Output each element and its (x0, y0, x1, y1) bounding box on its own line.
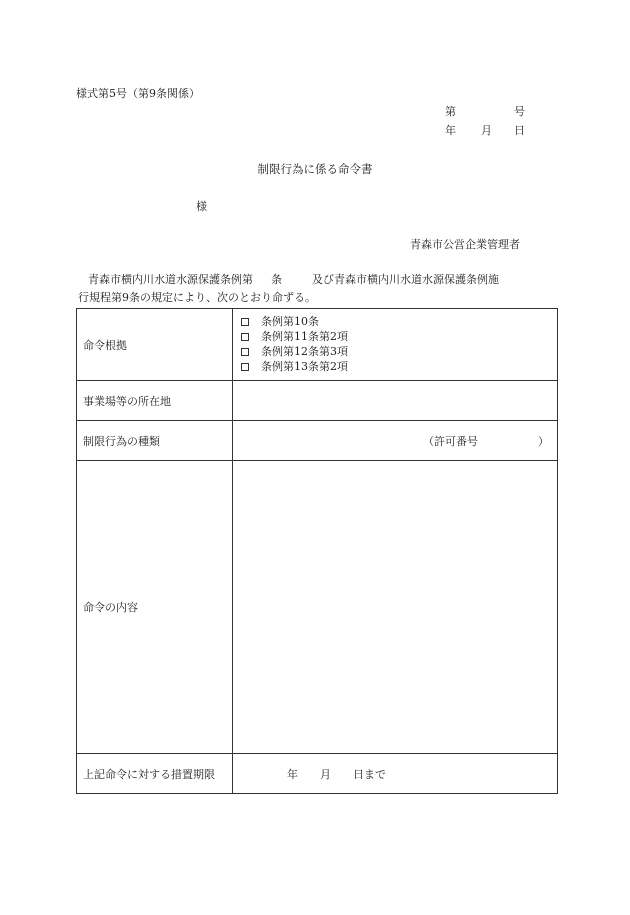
order-form-table (76, 308, 558, 794)
order-basis-label: 命令根拠 (77, 309, 233, 381)
business-location-label: 事業場等の所在地 (77, 381, 233, 421)
checkbox-icon[interactable] (241, 318, 249, 326)
deadline-year: 年 (287, 767, 298, 781)
table-row (77, 381, 558, 421)
form-number-label: 様式第5号（第9条関係） (76, 87, 200, 100)
deadline-day: 日まで (353, 767, 386, 781)
order-basis-options (233, 309, 558, 381)
recipient-honorific: 様 (196, 200, 207, 213)
deadline-label: 上記命令に対する措置期限 (77, 754, 233, 794)
checkbox-icon[interactable] (241, 333, 249, 341)
table-row (77, 754, 558, 794)
business-location-field[interactable] (233, 381, 558, 421)
statement-part-2: 条 (271, 273, 282, 286)
table-row (77, 421, 558, 461)
date-month-label: 月 (481, 124, 492, 137)
option-article-10[interactable]: 条例第10条 (239, 315, 551, 329)
checkbox-icon[interactable] (241, 348, 249, 356)
statement-part-4: 行規程第9条の規定により、次のとおり命ずる。 (78, 291, 316, 304)
permit-number-close: ） (538, 434, 549, 448)
statement-part-1: 青森市横内川水道水源保護条例第 (88, 273, 253, 286)
permit-number-label: （許可番号 (423, 434, 478, 448)
checkbox-icon[interactable] (241, 363, 249, 371)
option-article-13-2[interactable]: 条例第13条第2項 (239, 360, 551, 374)
date-day-label: 日 (514, 124, 525, 137)
order-content-label: 命令の内容 (77, 461, 233, 754)
issuer-name: 青森市公営企業管理者 (410, 238, 520, 251)
document-number-prefix: 第 (445, 105, 456, 118)
document-title: 制限行為に係る命令書 (257, 162, 373, 176)
deadline-month: 月 (320, 767, 331, 781)
restricted-activity-label: 制限行為の種類 (77, 421, 233, 461)
option-article-12-3[interactable]: 条例第12条第3項 (239, 345, 551, 359)
date-year-label: 年 (445, 124, 456, 137)
table-row (77, 461, 558, 754)
option-article-11-2[interactable]: 条例第11条第2項 (239, 330, 551, 344)
statement-part-3: 及び青森市横内川水道水源保護条例施 (312, 273, 499, 286)
table-row (77, 309, 558, 381)
document-number-suffix: 号 (514, 105, 525, 118)
restricted-activity-field[interactable] (233, 421, 558, 461)
deadline-field[interactable] (233, 754, 558, 794)
order-content-field[interactable] (233, 461, 558, 754)
order-statement (76, 271, 499, 307)
